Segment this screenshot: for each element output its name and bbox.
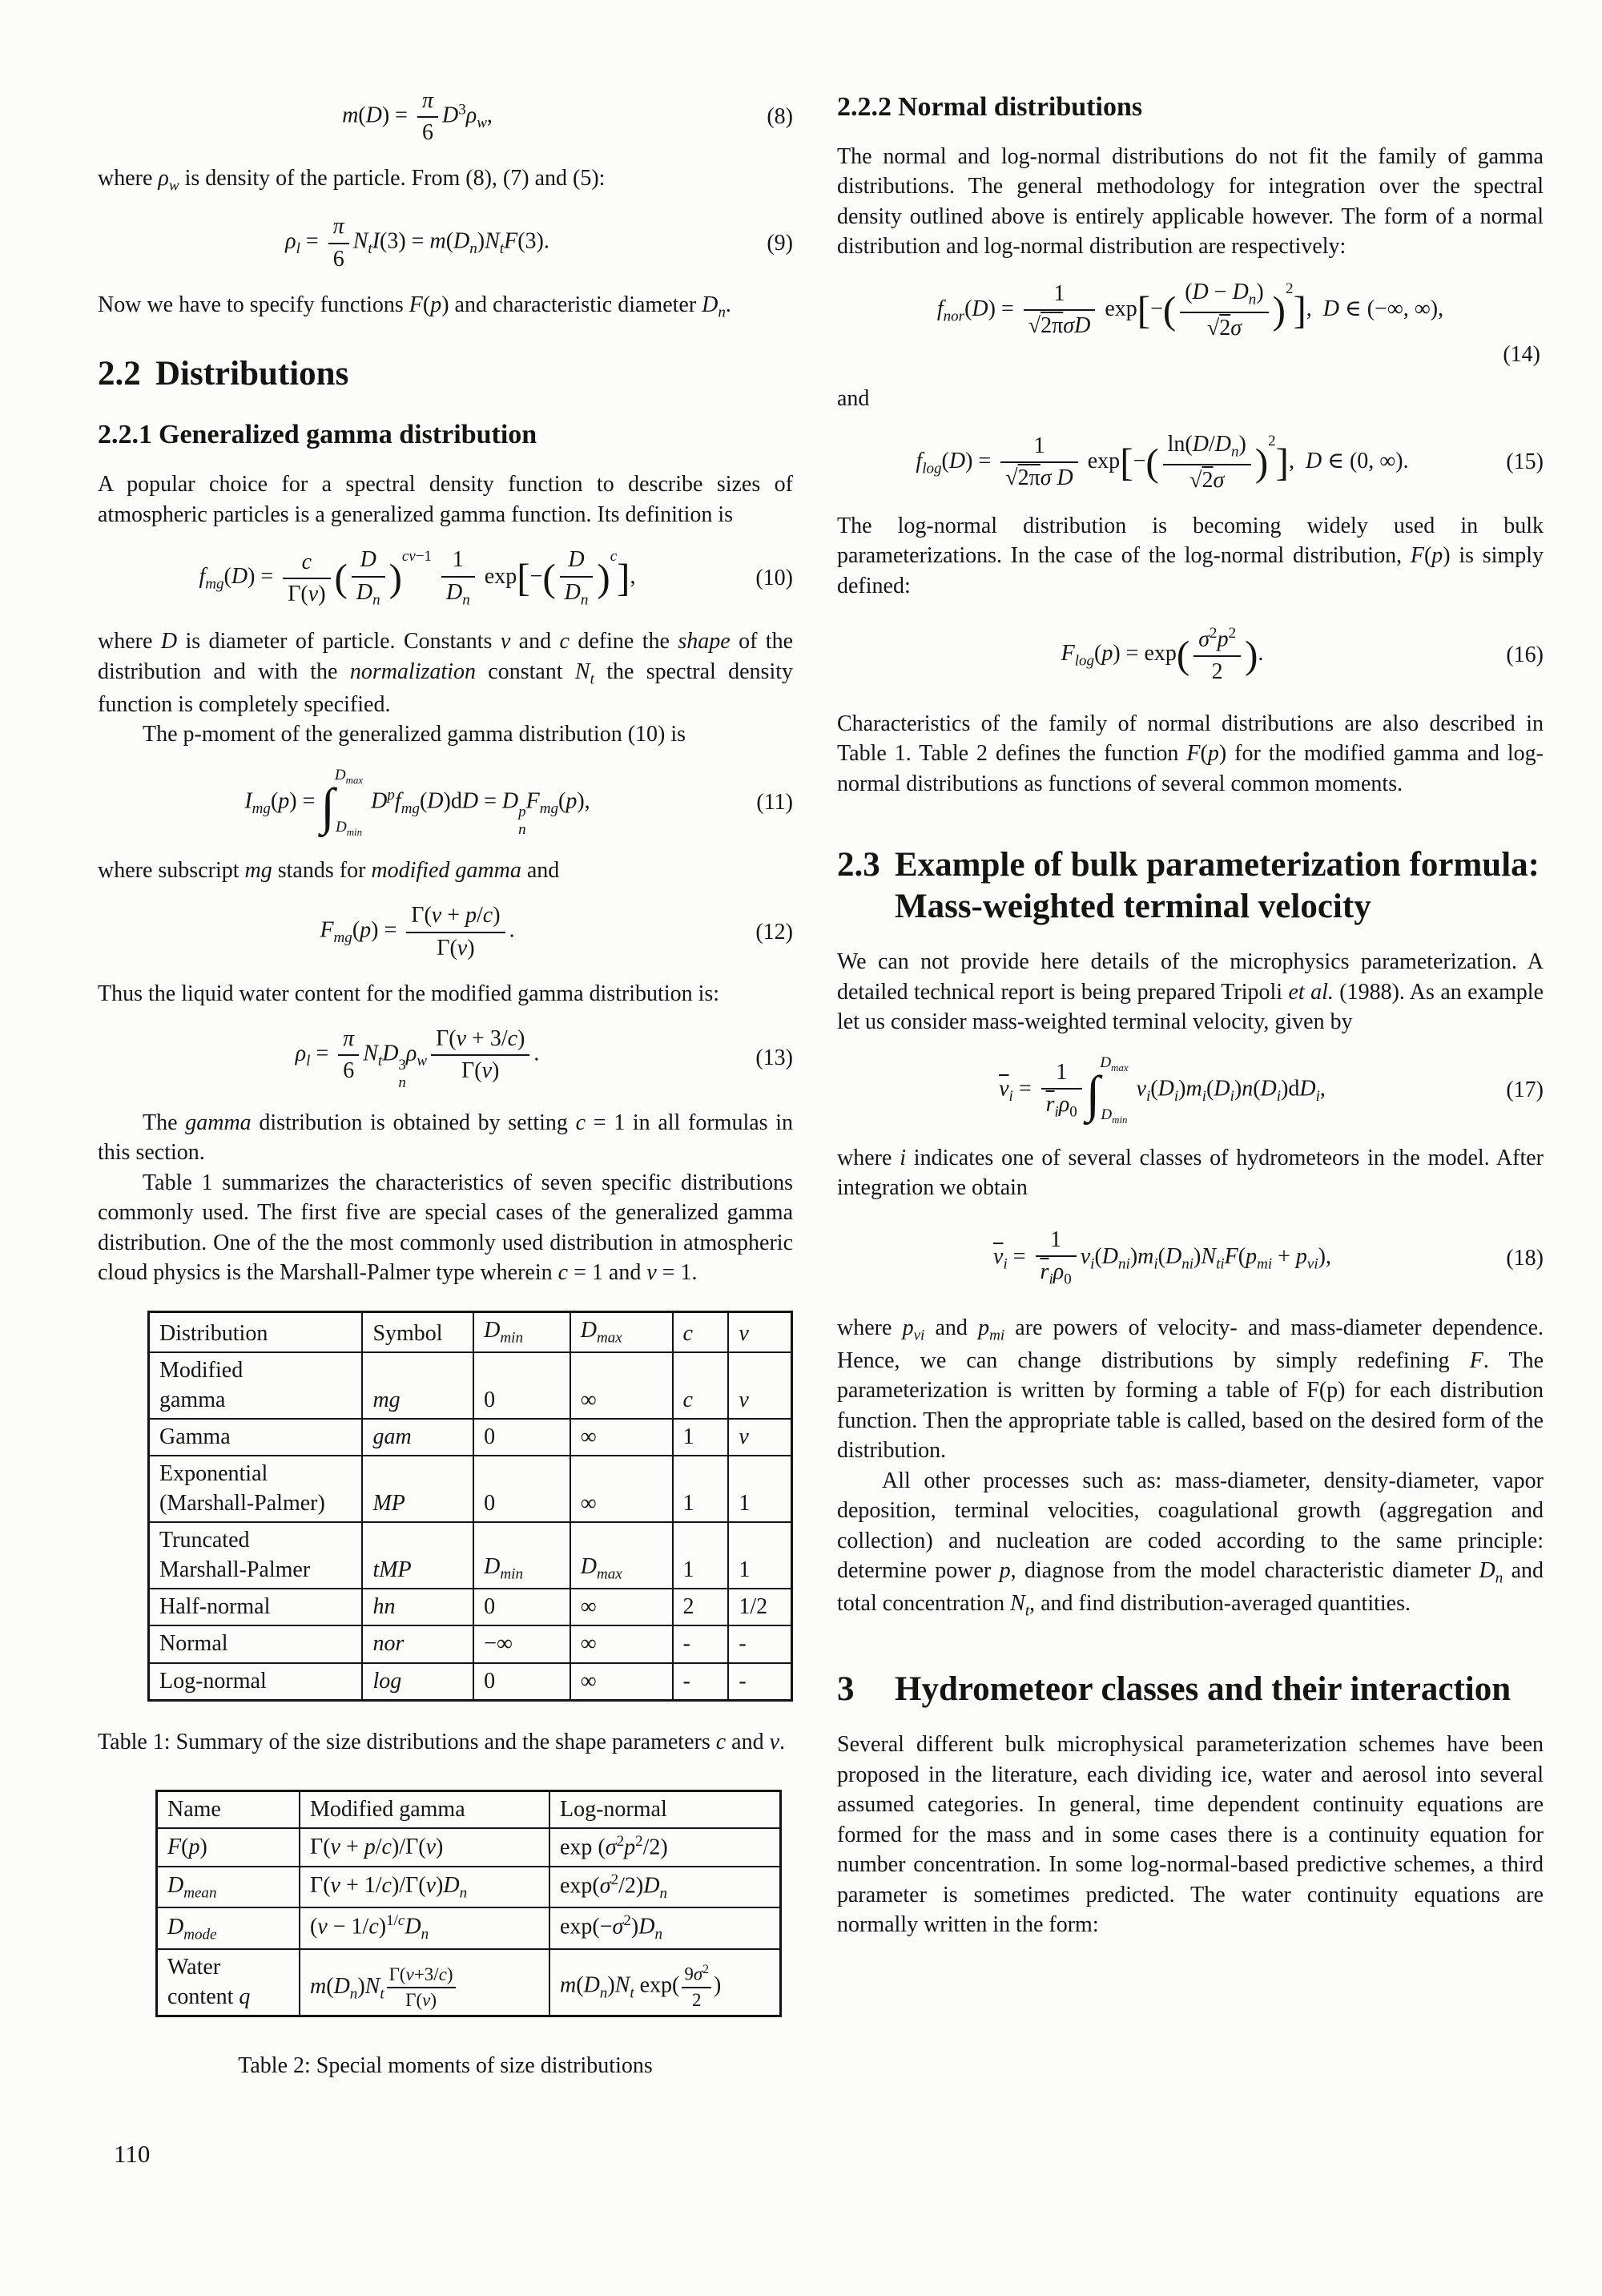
left-para-8: The gamma distribution is obtained by setting c = 1 in all formulas in this section.	[98, 1110, 794, 1166]
table-row	[149, 1522, 792, 1589]
left-para-4: where D is diameter of particle. Constants ν and c define the shape of the distribution and with the normalization constant $N_t$ the spectral density function is completely specified.	[98, 629, 794, 717]
table-1	[147, 1311, 793, 1702]
right-para-4: We can not provide here details of the microphysics parameterization. A detailed technical report is being prepared Tripoli et al. (1988). As an example let us consider mass-weighted terminal velocity, given by	[837, 949, 1544, 1035]
table-1-cell: -	[728, 1625, 791, 1662]
equation-13-body: $\rho_l$ = $\frac{\pi}{6}$ $N_tD$ 3 n $\rho_w$ $\frac{\Gamma(\nu + 3/c)}{\Gamma(\nu)}$ .	[295, 1026, 540, 1091]
equation-18	[837, 1227, 1544, 1289]
table-2-header-modified-gamma: Modified gamma	[300, 1790, 549, 1828]
table-1-cell: Modified gamma	[149, 1352, 363, 1419]
table-1-header-dmax: $D_{max}$	[570, 1311, 673, 1352]
and-connector: and	[837, 386, 870, 412]
equation-10	[98, 547, 793, 609]
equation-11-number: (11)	[756, 790, 793, 816]
section-2-2-number: 2.2	[98, 354, 141, 393]
table-2-cell: Γ(ν + p/c)/Γ(ν)	[300, 1828, 549, 1867]
table-1-cell: gam	[362, 1419, 473, 1456]
table-1-cell: Exponential (Marshall-Palmer)	[149, 1456, 363, 1522]
table-1-cell: 1	[673, 1419, 729, 1456]
table-1-cell: MP	[362, 1456, 473, 1522]
section-2-2-heading	[98, 353, 793, 395]
equation-15	[837, 432, 1544, 493]
table-1-header-distribution: Distribution	[149, 1311, 363, 1352]
section-2-3-title: Example of bulk parameterization formula: Mass-weighted terminal velocity	[895, 845, 1540, 925]
equation-15-number: (15)	[1506, 449, 1544, 475]
table-1-cell: $D_{max}$	[570, 1522, 673, 1589]
table-1-cell: ν	[728, 1352, 791, 1419]
table-1-cell: tMP	[362, 1522, 473, 1589]
table-1-cell: 0	[473, 1663, 570, 1701]
equation-8-number: (8)	[767, 104, 793, 130]
table-row	[157, 1949, 781, 2016]
table-2-cell: $m(D_n)N_t$ exp( $\frac{9\sigma^2}{2}$ )	[549, 1949, 781, 2016]
table-row	[149, 1625, 792, 1662]
table-row	[149, 1663, 792, 1701]
equation-8-body: m(D) = $\frac{\pi}{6}$ $D^3\rho_w$,	[342, 88, 493, 146]
table-1-cell: ∞	[570, 1625, 673, 1662]
table-1-cell: 1/2	[728, 1589, 791, 1625]
table-1-caption: Table 1: Summary of the size distributions and the shape parameters c and ν.	[98, 1730, 786, 1755]
equation-10-body: $f_{mg}(D)$ = $\frac{c}{\Gamma(\nu)}$ ( $\frac{D}{D_n}$ )$^{c\nu-1}$ $\frac{1}{D_n}$ exp[−( $\frac{D}{D_n}$ )$^c$],	[199, 547, 636, 609]
section-2-3-number: 2.3	[837, 845, 880, 884]
table-1-cell: -	[728, 1663, 791, 1701]
table-1-cell: Log-normal	[149, 1663, 363, 1701]
table-1-cell: ∞	[570, 1663, 673, 1701]
equation-17-number: (17)	[1506, 1078, 1544, 1103]
left-column	[98, 70, 793, 2080]
equation-9	[98, 214, 793, 272]
table-2-caption: Table 2: Special moments of size distributions	[238, 2052, 653, 2078]
left-para-6: where subscript mg stands for modified gamma and	[98, 857, 560, 883]
section-2-2-1-heading	[98, 419, 793, 452]
equation-11-body: $I_{mg}(p)$ = ∫ $D_{max}$ $D_{min}$ $D^pf_{mg}(D)dD = D$ p n $F_{mg}(p)$,	[244, 766, 590, 839]
right-para-6: where $p_{vi}$ and $p_{mi}$ are powers of velocity- and mass-diameter dependence. Hence, we can change distributions by simply redefining F. The parameterization is written by forming a table of F(p) for each distribution function. Then the appropriate table is called, based on the desired form of the distribution.	[837, 1315, 1544, 1464]
left-para-1: where $\rho_w$ is density of the particle. From (8), (7) and (5):	[98, 166, 606, 195]
table-1-header-dmin: $D_{min}$	[473, 1311, 570, 1352]
table-row	[149, 1352, 792, 1419]
table-1-header-symbol: Symbol	[362, 1311, 473, 1352]
left-para-9: Table 1 summarizes the characteristics of seven specific distributions commonly used. The first five are special cases of the generalized gamma distribution. One of the the most commonly used distribution in atmospheric cloud physics is the Marshall-Palmer type wherein c = 1 and ν = 1.	[98, 1170, 793, 1286]
table-2-header-log-normal: Log-normal	[549, 1790, 781, 1828]
right-para-7: All other processes such as: mass-diameter, density-diameter, vapor deposition, terminal velocities, coagulational growth (aggregation and collection) and nucleation are coded according to the same principle: determine power p, diagnose from the model characteristic diameter $D_n$ and total concentration $N_t$, and find distribution-averaged quantities.	[837, 1468, 1544, 1621]
equation-15-body: $f_{log}(D)$ = $\frac{1}{\text{√2πσ D}}$ exp[−( $\frac{\ln(D/D_n)}{√2\sigma}$ )$^2$], D ∈ (0, ∞).	[916, 432, 1409, 493]
equation-14-body: $f_{nor}(D)$ = 1 √2πσD exp[−( $\frac{(D - D_n)}{√2\sigma}$ )$^2$], D ∈ (−∞, ∞),	[936, 280, 1444, 340]
table-1-cell: 2	[673, 1589, 729, 1625]
table-1-cell: log	[362, 1663, 473, 1701]
equation-10-number: (10)	[755, 565, 793, 590]
table-1-cell: Normal	[149, 1625, 363, 1662]
section-2-2-2-number: 2.2.2	[837, 92, 892, 122]
equation-14	[837, 280, 1544, 341]
table-1-cell: -	[673, 1625, 729, 1662]
table-1-cell: ∞	[570, 1589, 673, 1625]
equation-18-number: (18)	[1506, 1245, 1544, 1271]
table-1-header-row	[149, 1311, 792, 1352]
table-1-cell: 1	[673, 1456, 729, 1522]
equation-13	[98, 1026, 793, 1090]
section-3-number: 3	[837, 1670, 855, 1708]
equation-12	[98, 903, 793, 961]
table-row	[149, 1589, 792, 1625]
section-2-2-title: Distributions	[155, 354, 349, 393]
table-1-cell: ∞	[570, 1352, 673, 1419]
equation-16	[837, 625, 1544, 685]
table-1-cell: Gamma	[149, 1419, 363, 1456]
right-para-8: Several different bulk microphysical parameterization schemes have been proposed in the literature, each dividing ice, water and aerosol into several assumed categories. In general, time dependent continuity equations are formed for the mass and in some cases there is a continuity equation for number concentration. In some log-normal-based predictive schemes, a third parameter is sometimes predicted. The water continuity equations are normally written in the form:	[837, 1732, 1544, 1938]
table-1-cell: Truncated Marshall-Palmer	[149, 1522, 363, 1589]
table-1-cell: -	[673, 1663, 729, 1701]
section-2-2-1-title: Generalized gamma distribution	[159, 420, 537, 450]
table-1-cell: 0	[473, 1419, 570, 1456]
table-row	[149, 1456, 792, 1522]
table-row	[157, 1867, 781, 1908]
table-1-cell: 0	[473, 1456, 570, 1522]
equation-9-number: (9)	[767, 230, 793, 256]
equation-17-body: $\overline{v}_i$ = 1 $\overline{r}_i\rho_0$ ∫ $D_{max}$ $D_{min}$ $v_i(D_i)m_i(D_i)n(D_i)dD_i$,	[999, 1053, 1326, 1126]
section-3-heading	[837, 1669, 1544, 1710]
section-2-2-1-number: 2.2.1	[98, 420, 152, 450]
table-1-cell: ∞	[570, 1456, 673, 1522]
right-para-3: Characteristics of the family of normal distributions are also described in Table 1. Table 2 defines the function F(p) for the modified gamma and log- normal distributions as functions of several common moments.	[837, 711, 1544, 796]
equation-8	[98, 88, 793, 146]
table-1-cell: 1	[728, 1456, 791, 1522]
equation-14-number: (14)	[1503, 341, 1540, 367]
table-1-cell: hn	[362, 1589, 473, 1625]
table-row	[149, 1419, 792, 1456]
table-1-header-c: c	[673, 1311, 729, 1352]
table-2	[155, 1790, 782, 2017]
section-3-title: Hydrometeor classes and their interaction	[895, 1670, 1511, 1708]
equation-11	[98, 767, 793, 838]
equation-12-number: (12)	[755, 919, 793, 945]
table-2-cell: F(p)	[157, 1828, 300, 1867]
table-2-cell: $\exp(\sigma^2/2)D_n$	[549, 1867, 781, 1908]
equation-13-number: (13)	[755, 1045, 793, 1071]
right-para-5: where i indicates one of several classes of hydrometeors in the model. After integration we obtain	[837, 1145, 1544, 1201]
table-2-cell: $\exp (\sigma^2p^2/2)$	[549, 1828, 781, 1867]
table-2-cell: $D_{mean}$	[157, 1867, 300, 1908]
section-2-2-2-title: Normal distributions	[898, 92, 1143, 122]
left-para-2: Now we have to specify functions F(p) and characteristic diameter $D_n$.	[98, 292, 731, 321]
table-1-cell: $D_{min}$	[473, 1522, 570, 1589]
table-row	[157, 1828, 781, 1867]
left-para-5: The p-moment of the generalized gamma distribution (10) is	[143, 722, 686, 747]
equation-12-body: $F_{mg}(p)$ = $\frac{\Gamma(\nu + p/c)}{\Gamma(\nu)}$ .	[320, 903, 515, 961]
table-2-cell: $(\nu - 1/c)^{1/c}D_n$	[300, 1907, 549, 1949]
equation-18-body: $\overline{v}_i$ = 1 $\overline{r}_i\rho_0$ $v_i(D_{ni})m_i(D_{ni})N_{ti}F(p_{mi} + p_{vi})$,	[993, 1227, 1331, 1288]
table-2-header-row	[157, 1790, 781, 1828]
page-number: 110	[114, 2140, 151, 2168]
table-row	[157, 1907, 781, 1949]
table-1-header-nu: ν	[728, 1311, 791, 1352]
table-1-cell: 0	[473, 1589, 570, 1625]
left-para-3: A popular choice for a spectral density function to describe sizes of atmospheric particles is a generalized gamma function. Its definition is	[98, 472, 793, 527]
table-1-cell: 1	[673, 1522, 729, 1589]
table-1-cell: nor	[362, 1625, 473, 1662]
table-1-cell: −∞	[473, 1625, 570, 1662]
equation-16-number: (16)	[1506, 642, 1544, 667]
equation-16-body: $F_{log}(p) = \exp$( $\frac{\sigma^2p^2}{2}$ ).	[1061, 625, 1264, 684]
right-column	[837, 70, 1544, 1940]
table-2-cell: $D_{mode}$	[157, 1907, 300, 1949]
equation-17	[837, 1055, 1544, 1126]
table-1-cell: Half-normal	[149, 1589, 363, 1625]
section-2-3-heading	[837, 844, 1544, 928]
table-1-cell: 1	[728, 1522, 791, 1589]
table-1-cell: ν	[728, 1419, 791, 1456]
table-2-cell: Water content q	[157, 1949, 300, 2016]
table-2-header-name: Name	[157, 1790, 300, 1828]
table-2-cell: $\exp(-\sigma^2)D_n$	[549, 1907, 781, 1949]
right-para-1: The normal and log-normal distributions do not fit the family of gamma distributions. The general methodology for integration over the spectral density outlined above is entirely applicable however. The form of a normal distribution and log-normal distribution are respectively:	[837, 143, 1544, 260]
left-para-7: Thus the liquid water content for the modified gamma distribution is:	[98, 981, 720, 1006]
table-1-cell: 0	[473, 1352, 570, 1419]
table-2-cell: $\Gamma(\nu + 1/c)/\Gamma(\nu)D_n$	[300, 1867, 549, 1908]
table-1-cell: c	[673, 1352, 729, 1419]
table-1-cell: ∞	[570, 1419, 673, 1456]
equation-9-body: $\rho_l$ = $\frac{\pi}{6}$ $N_tI(3) = m(D_n)N_tF(3)$.	[285, 214, 549, 272]
table-1-cell: mg	[362, 1352, 473, 1419]
right-para-2: The log-normal distribution is becoming widely used in bulk parameterizations. In the case of the log-normal distribution, F(p) is simply defined:	[837, 513, 1544, 598]
table-2-cell: $m(D_n)N_t$ $\frac{\Gamma(\nu+3/c)}{\Gamma(\nu)}$	[300, 1949, 549, 2016]
section-2-2-2-heading	[837, 91, 1544, 124]
